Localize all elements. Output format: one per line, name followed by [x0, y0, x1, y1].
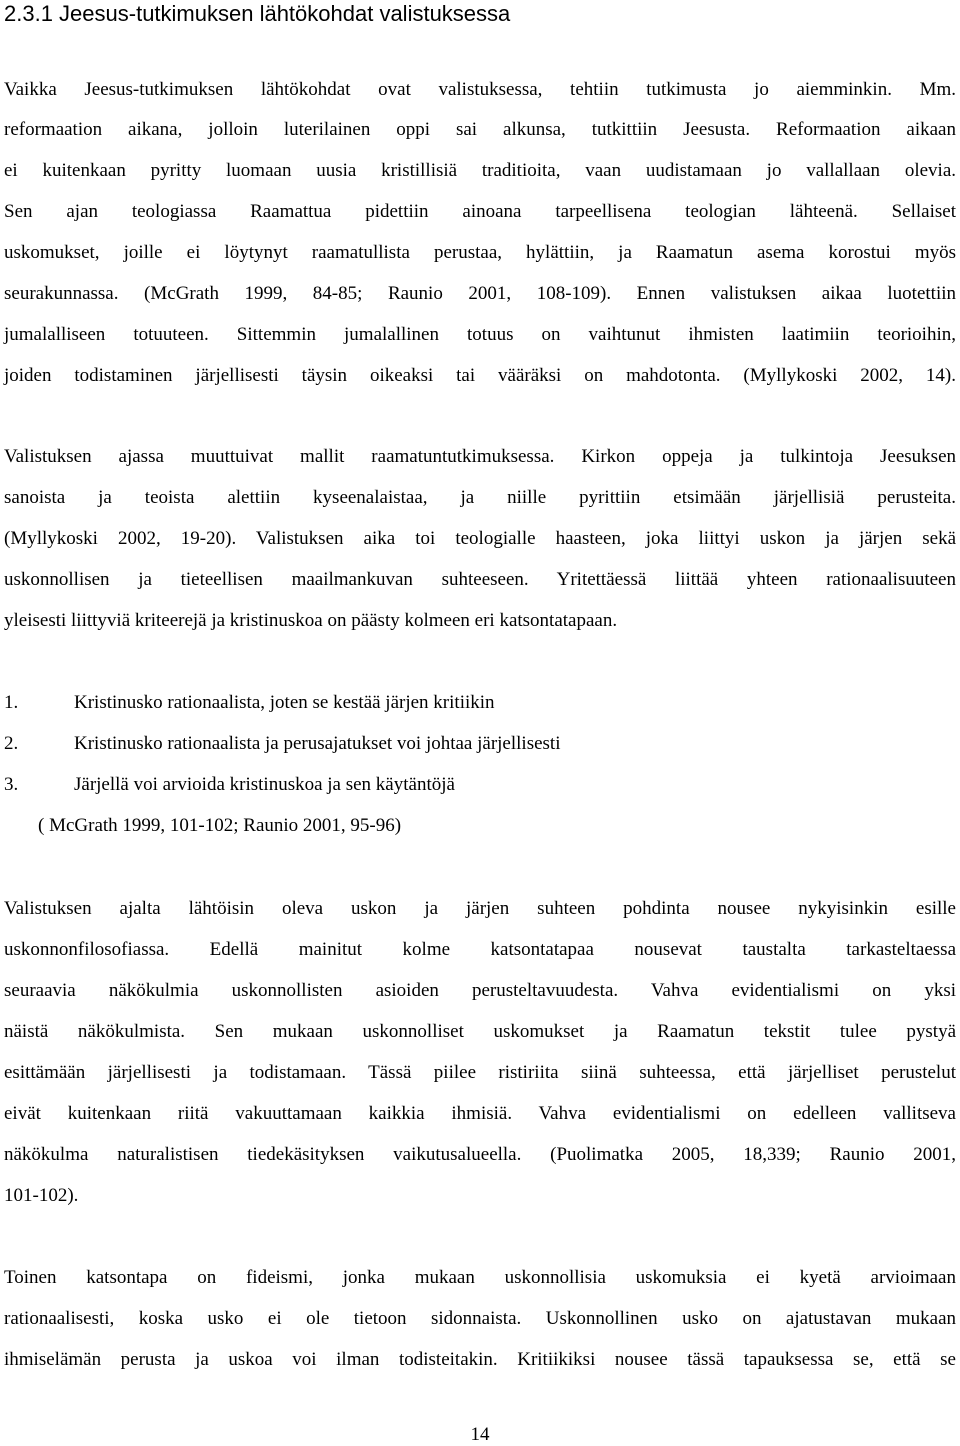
- text-line: uskomukset, joille ei löytynyt raamatullista perustaa, hylättiin, ja Raamatun asema korostui myös: [4, 242, 956, 263]
- text-line: Valistuksen ajassa muuttuivat mallit raamatuntutkimuksessa. Kirkon oppeja ja tulkintoja Jeesuksen: [4, 446, 956, 467]
- text-line: yleisesti liittyviä kriteerejä ja kristinuskoa on päästy kolmeen eri katsontatapaan.: [4, 610, 618, 631]
- text-line: sanoista ja teoista alettiin kyseenalaistaa, ja niille pyrittiin etsimään järjellisiä perusteita.: [4, 487, 956, 508]
- text-line: uskonnollisen ja tieteellisen maailmankuvan suhteeseen. Yritettäessä liittää yhteen rationaalisuuteen: [4, 569, 956, 590]
- text-line: jumalalliseen totuuteen. Sittemmin jumalallinen totuus on vaihtunut ihmisten laatimiin teorioihin,: [4, 324, 956, 345]
- text-line: Valistuksen ajalta lähtöisin oleva uskon ja järjen suhteen pohdinta nousee nykyisinkin esille: [4, 898, 956, 919]
- text-line: rationaalisesti, koska usko ei ole tietoon sidonnaista. Uskonnollinen usko on ajatustavan mukaan: [4, 1308, 956, 1329]
- text-line: Vaikka Jeesus-tutkimuksen lähtökohdat ovat valistuksessa, tehtiin tutkimusta jo aiemminkin. Mm.: [4, 79, 956, 100]
- text-line: esittämään järjellisesti ja todistamaan. Tässä piilee ristiriita siinä suhteessa, että järjelliset perustelut: [4, 1062, 956, 1083]
- text-line: reformaation aikana, jolloin luterilainen oppi sai alkunsa, tutkittiin Jeesusta. Reformaation aikaan: [4, 119, 956, 140]
- list-number: 1.: [4, 692, 19, 713]
- text-line: eivät kuitenkaan riitä vakuuttamaan kaikkia ihmisiä. Vahva evidentialismi on edelleen vallitseva: [4, 1103, 956, 1124]
- text-line: uskonnonfilosofiassa. Edellä mainitut kolme katsontatapaa nousevat taustalta tarkasteltaessa: [4, 939, 956, 960]
- section-heading: 2.3.1 Jeesus-tutkimuksen lähtökohdat valistuksessa: [4, 1, 511, 26]
- text-line: ihmiselämän perusta ja uskoa voi ilman todisteitakin. Kritiikiksi nousee tässä tapauksessa se, että se: [4, 1349, 956, 1370]
- text-line: näistä näkökulmista. Sen mukaan uskonnolliset uskomukset ja Raamatun tekstit tulee pystyä: [4, 1021, 956, 1042]
- text-line: Sen ajan teologiassa Raamattua pidettiin ainoana tarpeellisena teologian lähteenä. Sellaiset: [4, 201, 956, 222]
- list-number: 2.: [4, 733, 19, 754]
- text-line: joiden todistaminen järjellisesti täysin oikeaksi tai vääräksi on mahdotonta. (Myllykoski 2002, 14).: [4, 365, 956, 386]
- list-text: Kristinusko rationaalista ja perusajatukset voi johtaa järjellisesti: [74, 733, 561, 754]
- list-text: Järjellä voi arvioida kristinuskoa ja sen käytäntöjä: [74, 774, 455, 795]
- text-line: näkökulma naturalistisen tiedekäsityksen vaikutusalueella. (Puolimatka 2005, 18,339; Raunio 2001,: [4, 1144, 956, 1165]
- text-line: Toinen katsontapa on fideismi, jonka mukaan uskonnollisia uskomuksia ei kyetä arvioimaan: [4, 1267, 956, 1288]
- page-number: 14: [470, 1424, 490, 1445]
- text-line: ei kuitenkaan pyritty luomaan uusia kristillisiä traditioita, vaan uudistamaan jo vallallaan olevia.: [4, 160, 956, 181]
- text-line: seurakunnassa. (McGrath 1999, 84-85; Raunio 2001, 108-109). Ennen valistuksen aikaa luotettiin: [4, 283, 956, 304]
- text-line: seuraavia näkökulmia uskonnollisten asioiden perusteltavuudesta. Vahva evidentialismi on yksi: [4, 980, 956, 1001]
- list-text: Kristinusko rationaalista, joten se kestää järjen kritiikin: [74, 692, 495, 713]
- list-number: 3.: [4, 774, 19, 795]
- text-line: 101-102).: [4, 1185, 79, 1206]
- citation: ( McGrath 1999, 101-102; Raunio 2001, 95-96): [38, 815, 402, 836]
- text-line: (Myllykoski 2002, 19-20). Valistuksen aika toi teologialle haasteen, joka liittyi uskon ja järjen sekä: [4, 528, 956, 549]
